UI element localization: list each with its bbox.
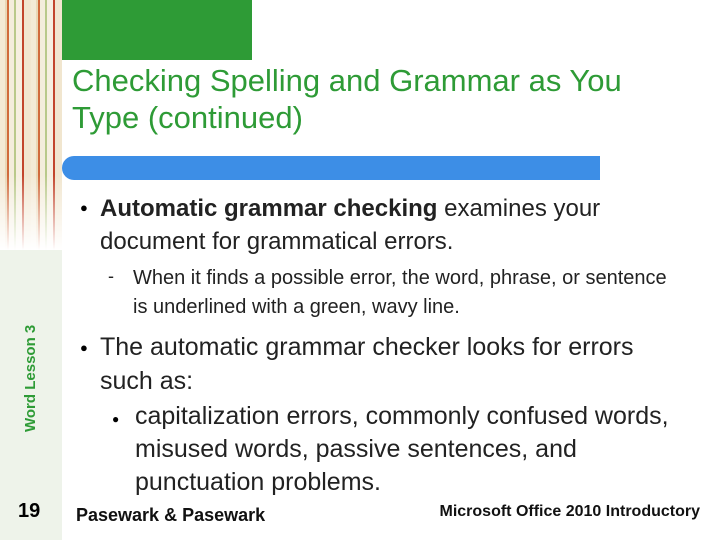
footer-authors: Pasewark & Pasewark [76,505,266,525]
page-number: 19 [18,500,41,522]
decorative-stripes [0,0,62,250]
lesson-label: Word Lesson 3 [22,324,39,432]
bullet-1-rest: examines your document for grammatical errors. [100,195,601,255]
bullet-icon: ● [80,340,88,355]
footer-course: Microsoft Office 2010 Introductory [439,503,700,520]
bullet-text-2: The automatic grammar checker looks for errors such as: [100,333,634,395]
bullet-icon: ● [80,200,88,215]
sub-bullet-2: capitalization errors, commonly confused words, misused words, passive sentences, and punctuation problems. [135,402,669,496]
slide-title: Checking Spelling and Grammar as You Type (continued) [72,63,622,135]
header-green-block [62,0,252,60]
bullet-1-bold: Automatic grammar checking [100,195,438,222]
dash-icon: - [108,266,114,286]
sub-bullet-1: When it finds a possible error, the word, phrase, or sentence is underlined with a green, wavy line. [133,267,667,318]
bullet-icon: ● [112,412,120,426]
bullet-text-1 [100,192,660,258]
title-underline-bar [62,156,600,180]
